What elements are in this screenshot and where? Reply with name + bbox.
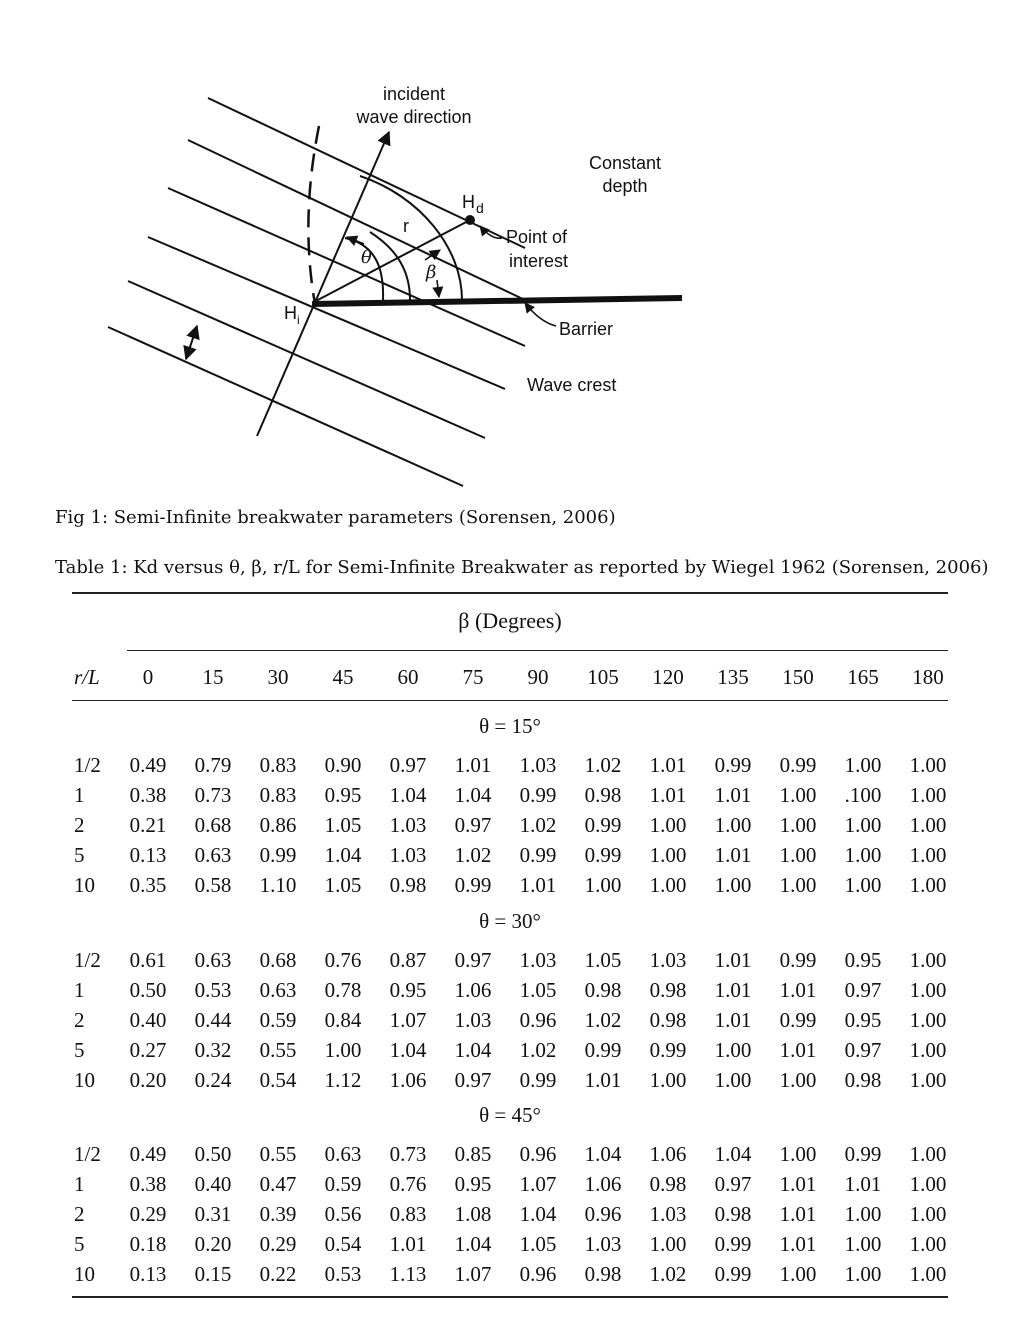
- kd-value-cell: 1.05: [519, 978, 557, 1002]
- kd-value-cell: 1.01: [714, 948, 752, 972]
- kd-value-cell: 1.00: [909, 978, 947, 1002]
- kd-value-cell: 1.00: [909, 753, 947, 777]
- rl-row-label: 1: [74, 1172, 85, 1196]
- kd-value-cell: 1.02: [649, 1262, 687, 1286]
- kd-value-cell: 0.98: [649, 978, 687, 1002]
- kd-value-cell: 0.98: [389, 873, 427, 897]
- kd-value-cell: 1.04: [389, 783, 427, 807]
- kd-value-cell: 0.99: [584, 813, 622, 837]
- kd-value-cell: 0.95: [389, 978, 427, 1002]
- kd-value-cell: 0.63: [324, 1142, 362, 1166]
- kd-value-cell: 1.01: [649, 783, 687, 807]
- kd-value-cell: 0.87: [389, 948, 427, 972]
- label-theta: θ: [361, 247, 372, 268]
- kd-value-cell: 0.99: [779, 1008, 817, 1032]
- kd-value-cell: 0.56: [324, 1202, 362, 1226]
- label-hd: H: [462, 192, 475, 212]
- kd-value-cell: 1.07: [454, 1262, 492, 1286]
- kd-value-cell: 0.38: [129, 1172, 167, 1196]
- kd-value-cell: 1.00: [779, 873, 817, 897]
- kd-value-cell: 0.13: [129, 1262, 167, 1286]
- kd-value-cell: 0.98: [584, 783, 622, 807]
- column-header-rule: [72, 700, 948, 701]
- kd-value-cell: 0.76: [389, 1172, 427, 1196]
- kd-value-cell: 1.01: [779, 1038, 817, 1062]
- beta-column-header: 120: [652, 665, 684, 689]
- kd-value-cell: 0.95: [844, 948, 882, 972]
- kd-value-cell: 0.79: [194, 753, 232, 777]
- kd-value-cell: 1.00: [844, 753, 882, 777]
- kd-value-cell: 0.95: [844, 1008, 882, 1032]
- label-interest: interest: [509, 251, 569, 271]
- rl-row-label: 2: [74, 1202, 85, 1226]
- kd-value-cell: 0.99: [519, 843, 557, 867]
- kd-value-cell: 0.20: [194, 1232, 232, 1256]
- rl-row-label: 10: [74, 1262, 95, 1286]
- beta-column-header: 105: [587, 665, 619, 689]
- kd-value-cell: 0.59: [324, 1172, 362, 1196]
- beta-header-rule: [127, 650, 948, 651]
- kd-value-cell: 0.58: [194, 873, 232, 897]
- rl-row-label: 5: [74, 1232, 85, 1256]
- kd-value-cell: 0.97: [389, 753, 427, 777]
- rl-row-label: 5: [74, 1038, 85, 1062]
- kd-value-cell: 0.29: [259, 1232, 297, 1256]
- kd-value-cell: 0.97: [454, 948, 492, 972]
- kd-value-cell: 0.21: [129, 813, 167, 837]
- kd-value-cell: 1.00: [649, 1068, 687, 1092]
- label-barrier: Barrier: [559, 319, 614, 339]
- kd-value-cell: 0.90: [324, 753, 362, 777]
- kd-value-cell: 0.68: [259, 948, 297, 972]
- kd-value-cell: 0.86: [259, 813, 297, 837]
- kd-value-cell: 1.13: [389, 1262, 427, 1286]
- kd-value-cell: 1.01: [779, 978, 817, 1002]
- kd-value-cell: 0.84: [324, 1008, 362, 1032]
- wave-length-arrow: [186, 326, 197, 359]
- kd-value-cell: 0.44: [194, 1008, 232, 1032]
- kd-value-cell: 1.00: [909, 1068, 947, 1092]
- beta-column-header: 165: [847, 665, 879, 689]
- kd-value-cell: 1.01: [714, 783, 752, 807]
- kd-value-cell: 1.00: [844, 1232, 882, 1256]
- kd-value-cell: 1.04: [519, 1202, 557, 1226]
- kd-value-cell: 1.03: [584, 1232, 622, 1256]
- kd-value-cell: 1.00: [714, 813, 752, 837]
- kd-value-cell: 1.00: [909, 1008, 947, 1032]
- label-hd-subscript: d: [476, 200, 484, 216]
- breakwater-diagram: [0, 0, 1010, 500]
- kd-value-cell: 0.73: [194, 783, 232, 807]
- kd-value-cell: 1.00: [844, 873, 882, 897]
- kd-value-cell: 0.99: [519, 783, 557, 807]
- kd-value-cell: 0.63: [259, 978, 297, 1002]
- kd-value-cell: 0.97: [844, 1038, 882, 1062]
- kd-value-cell: 0.18: [129, 1232, 167, 1256]
- kd-value-cell: 1.06: [584, 1172, 622, 1196]
- kd-value-cell: 1.01: [714, 843, 752, 867]
- kd-value-cell: 1.00: [909, 948, 947, 972]
- theta-section-label: θ = 30°: [479, 909, 541, 933]
- kd-value-cell: 1.00: [779, 843, 817, 867]
- kd-value-cell: 0.98: [844, 1068, 882, 1092]
- kd-value-cell: 0.98: [714, 1202, 752, 1226]
- label-r: r: [403, 216, 409, 236]
- kd-value-cell: 1.00: [584, 873, 622, 897]
- kd-value-cell: 0.85: [454, 1142, 492, 1166]
- kd-value-cell: 1.03: [389, 813, 427, 837]
- table-caption: Table 1: Kd versus θ, β, r/L for Semi-Infinite Breakwater as reported by Wiegel 1962 (Sorensen, 2006): [55, 557, 989, 578]
- kd-value-cell: 1.01: [519, 873, 557, 897]
- rl-row-label: 1: [74, 978, 85, 1002]
- kd-value-cell: 1.04: [584, 1142, 622, 1166]
- kd-value-cell: 1.02: [584, 1008, 622, 1032]
- kd-value-cell: .100: [844, 783, 882, 807]
- kd-value-cell: 1.03: [649, 948, 687, 972]
- kd-value-cell: 0.49: [129, 753, 167, 777]
- kd-value-cell: 0.99: [584, 843, 622, 867]
- label-wave-direction: wave direction: [356, 107, 472, 127]
- kd-value-cell: 1.07: [389, 1008, 427, 1032]
- kd-value-cell: 1.06: [649, 1142, 687, 1166]
- kd-value-cell: 0.24: [194, 1068, 232, 1092]
- kd-value-cell: 0.55: [259, 1142, 297, 1166]
- kd-value-cell: 1.02: [584, 753, 622, 777]
- label-constant: Constant: [588, 153, 662, 173]
- kd-value-cell: 1.00: [909, 873, 947, 897]
- label-beta: β: [426, 262, 437, 283]
- kd-value-cell: 1.04: [454, 1038, 492, 1062]
- kd-value-cell: 0.83: [259, 783, 297, 807]
- kd-value-cell: 0.50: [129, 978, 167, 1002]
- kd-value-cell: 1.01: [779, 1232, 817, 1256]
- kd-value-cell: 1.00: [714, 1038, 752, 1062]
- incident-direction-arrow: [257, 132, 389, 436]
- kd-value-cell: 0.98: [649, 1008, 687, 1032]
- kd-value-cell: 1.00: [909, 1232, 947, 1256]
- kd-value-cell: 1.01: [779, 1202, 817, 1226]
- kd-value-cell: 0.53: [194, 978, 232, 1002]
- kd-value-cell: 1.08: [454, 1202, 492, 1226]
- kd-value-cell: 1.06: [454, 978, 492, 1002]
- rl-row-label: 1/2: [74, 1142, 101, 1166]
- kd-value-cell: 0.63: [194, 948, 232, 972]
- kd-value-cell: 1.01: [714, 978, 752, 1002]
- kd-value-cell: 1.00: [714, 1068, 752, 1092]
- kd-value-cell: 1.00: [909, 1262, 947, 1286]
- kd-value-cell: 0.98: [584, 1262, 622, 1286]
- kd-value-cell: 0.99: [779, 948, 817, 972]
- kd-value-cell: 0.76: [324, 948, 362, 972]
- kd-value-cell: 1.00: [909, 843, 947, 867]
- radius-line: [314, 220, 470, 302]
- kd-value-cell: 1.04: [714, 1142, 752, 1166]
- kd-value-cell: 1.00: [649, 873, 687, 897]
- kd-value-cell: 1.06: [389, 1068, 427, 1092]
- kd-value-cell: 1.00: [779, 783, 817, 807]
- kd-value-cell: 1.00: [844, 1202, 882, 1226]
- rl-row-label: 5: [74, 843, 85, 867]
- theta-arrow: [347, 237, 364, 244]
- kd-value-cell: 0.99: [779, 753, 817, 777]
- kd-value-cell: 0.22: [259, 1262, 297, 1286]
- kd-value-cell: 0.31: [194, 1202, 232, 1226]
- beta-column-header: 150: [782, 665, 814, 689]
- kd-value-cell: 0.61: [129, 948, 167, 972]
- kd-value-cell: 1.00: [909, 1038, 947, 1062]
- kd-value-cell: 1.05: [519, 1232, 557, 1256]
- kd-value-cell: 0.96: [519, 1262, 557, 1286]
- rl-row-label: 2: [74, 1008, 85, 1032]
- kd-value-cell: 1.01: [454, 753, 492, 777]
- kd-value-cell: 1.00: [779, 813, 817, 837]
- kd-value-cell: 0.50: [194, 1142, 232, 1166]
- kd-value-cell: 0.99: [584, 1038, 622, 1062]
- label-depth: depth: [602, 176, 648, 196]
- kd-value-cell: 0.29: [129, 1202, 167, 1226]
- kd-value-cell: 1.03: [649, 1202, 687, 1226]
- rl-row-label: 10: [74, 1068, 95, 1092]
- kd-value-cell: 1.01: [389, 1232, 427, 1256]
- label-incident: incident: [382, 84, 446, 104]
- rl-row-label: 10: [74, 873, 95, 897]
- kd-value-cell: 0.40: [129, 1008, 167, 1032]
- kd-value-cell: 1.02: [454, 843, 492, 867]
- kd-value-cell: 1.01: [844, 1172, 882, 1196]
- kd-value-cell: 0.49: [129, 1142, 167, 1166]
- table-bottom-rule: [72, 1296, 948, 1298]
- kd-value-cell: 0.99: [714, 1262, 752, 1286]
- label-hi: H: [284, 303, 297, 323]
- rl-row-label: 1: [74, 783, 85, 807]
- kd-value-cell: 1.03: [519, 948, 557, 972]
- theta-section-label: θ = 45°: [479, 1103, 541, 1127]
- kd-value-cell: 0.96: [519, 1008, 557, 1032]
- kd-value-cell: 0.39: [259, 1202, 297, 1226]
- kd-value-cell: 1.04: [389, 1038, 427, 1062]
- beta-header: β (Degrees): [458, 608, 562, 633]
- beta-column-header: 90: [527, 665, 549, 689]
- kd-value-cell: 0.98: [584, 978, 622, 1002]
- beta-column-header: 60: [397, 665, 419, 689]
- kd-value-cell: 1.12: [324, 1068, 362, 1092]
- beta-column-header: 45: [332, 665, 354, 689]
- label-wave-crest: Wave crest: [527, 375, 617, 395]
- beta-column-header: 15: [202, 665, 224, 689]
- kd-value-cell: 0.63: [194, 843, 232, 867]
- kd-value-cell: 0.99: [259, 843, 297, 867]
- kd-value-cell: 1.02: [519, 1038, 557, 1062]
- kd-value-cell: 0.99: [844, 1142, 882, 1166]
- kd-value-cell: 1.00: [649, 1232, 687, 1256]
- kd-value-cell: 0.98: [649, 1172, 687, 1196]
- kd-value-cell: 1.05: [584, 948, 622, 972]
- kd-value-cell: 0.13: [129, 843, 167, 867]
- kd-value-cell: 1.00: [909, 1142, 947, 1166]
- rl-row-label: 1/2: [74, 753, 101, 777]
- kd-value-cell: 1.02: [519, 813, 557, 837]
- kd-value-cell: 0.99: [714, 753, 752, 777]
- kd-value-cell: 1.04: [324, 843, 362, 867]
- kd-value-cell: 0.97: [844, 978, 882, 1002]
- kd-value-cell: 1.00: [714, 873, 752, 897]
- kd-value-cell: 0.78: [324, 978, 362, 1002]
- kd-value-cell: 1.01: [649, 753, 687, 777]
- kd-value-cell: 0.97: [714, 1172, 752, 1196]
- kd-value-cell: 1.03: [454, 1008, 492, 1032]
- kd-value-cell: 1.00: [779, 1068, 817, 1092]
- beta-arrow-down: [437, 280, 439, 297]
- kd-value-cell: 1.00: [909, 783, 947, 807]
- shadow-boundary-dashed: [308, 126, 319, 304]
- rl-row-label: 2: [74, 813, 85, 837]
- kd-value-cell: 1.00: [649, 843, 687, 867]
- kd-value-cell: 0.40: [194, 1172, 232, 1196]
- kd-value-cell: 0.54: [324, 1232, 362, 1256]
- kd-value-cell: 1.05: [324, 873, 362, 897]
- kd-value-cell: 0.99: [519, 1068, 557, 1092]
- kd-value-cell: 1.00: [324, 1038, 362, 1062]
- kd-value-cell: 0.97: [454, 813, 492, 837]
- kd-value-cell: 1.07: [519, 1172, 557, 1196]
- kd-value-cell: 1.05: [324, 813, 362, 837]
- kd-value-cell: 1.00: [909, 1202, 947, 1226]
- figure-caption: Fig 1: Semi-Infinite breakwater parameters (Sorensen, 2006): [55, 507, 616, 528]
- barrier-line: [312, 298, 682, 304]
- beta-column-header: 180: [912, 665, 944, 689]
- kd-value-cell: 0.38: [129, 783, 167, 807]
- kd-value-cell: 0.32: [194, 1038, 232, 1062]
- beta-column-header: 0: [142, 665, 154, 689]
- kd-value-cell: 0.99: [649, 1038, 687, 1062]
- kd-value-cell: 0.47: [259, 1172, 297, 1196]
- label-point-of: Point of: [506, 227, 568, 247]
- kd-value-cell: 0.99: [454, 873, 492, 897]
- point-of-interest-dot: [465, 215, 475, 225]
- kd-value-cell: 0.99: [714, 1232, 752, 1256]
- kd-value-cell: 0.20: [129, 1068, 167, 1092]
- beta-column-header: 75: [462, 665, 484, 689]
- kd-value-cell: 0.55: [259, 1038, 297, 1062]
- kd-value-cell: 1.03: [389, 843, 427, 867]
- kd-value-cell: 0.68: [194, 813, 232, 837]
- kd-value-cell: 0.27: [129, 1038, 167, 1062]
- kd-value-cell: 1.00: [844, 1262, 882, 1286]
- kd-value-cell: 0.83: [389, 1202, 427, 1226]
- kd-value-cell: 1.04: [454, 1232, 492, 1256]
- kd-value-cell: 1.01: [584, 1068, 622, 1092]
- kd-value-cell: 1.10: [259, 873, 297, 897]
- kd-value-cell: 1.00: [844, 843, 882, 867]
- kd-value-cell: 1.00: [779, 1262, 817, 1286]
- kd-value-cell: 0.95: [324, 783, 362, 807]
- kd-value-cell: 1.01: [779, 1172, 817, 1196]
- kd-value-cell: 0.97: [454, 1068, 492, 1092]
- kd-value-cell: 0.53: [324, 1262, 362, 1286]
- kd-value-cell: 0.35: [129, 873, 167, 897]
- beta-column-header: 30: [267, 665, 289, 689]
- rl-row-label: 1/2: [74, 948, 101, 972]
- rl-column-header: r/L: [74, 665, 100, 689]
- beta-column-header: 135: [717, 665, 749, 689]
- barrier-leader: [525, 303, 556, 326]
- kd-value-cell: 0.59: [259, 1008, 297, 1032]
- theta-section-label: θ = 15°: [479, 714, 541, 738]
- kd-value-cell: 0.96: [519, 1142, 557, 1166]
- kd-table: [72, 592, 948, 1300]
- kd-value-cell: 0.54: [259, 1068, 297, 1092]
- kd-value-cell: 1.00: [649, 813, 687, 837]
- kd-value-cell: 1.00: [779, 1142, 817, 1166]
- kd-value-cell: 0.96: [584, 1202, 622, 1226]
- table-top-rule: [72, 592, 948, 594]
- kd-value-cell: 0.83: [259, 753, 297, 777]
- kd-value-cell: 0.73: [389, 1142, 427, 1166]
- kd-value-cell: 0.95: [454, 1172, 492, 1196]
- kd-value-cell: 1.00: [909, 1172, 947, 1196]
- kd-value-cell: 1.03: [519, 753, 557, 777]
- kd-value-cell: 0.15: [194, 1262, 232, 1286]
- kd-value-cell: 1.04: [454, 783, 492, 807]
- kd-value-cell: 1.01: [714, 1008, 752, 1032]
- kd-value-cell: 1.00: [844, 813, 882, 837]
- label-hi-subscript: i: [297, 313, 300, 327]
- kd-value-cell: 1.00: [909, 813, 947, 837]
